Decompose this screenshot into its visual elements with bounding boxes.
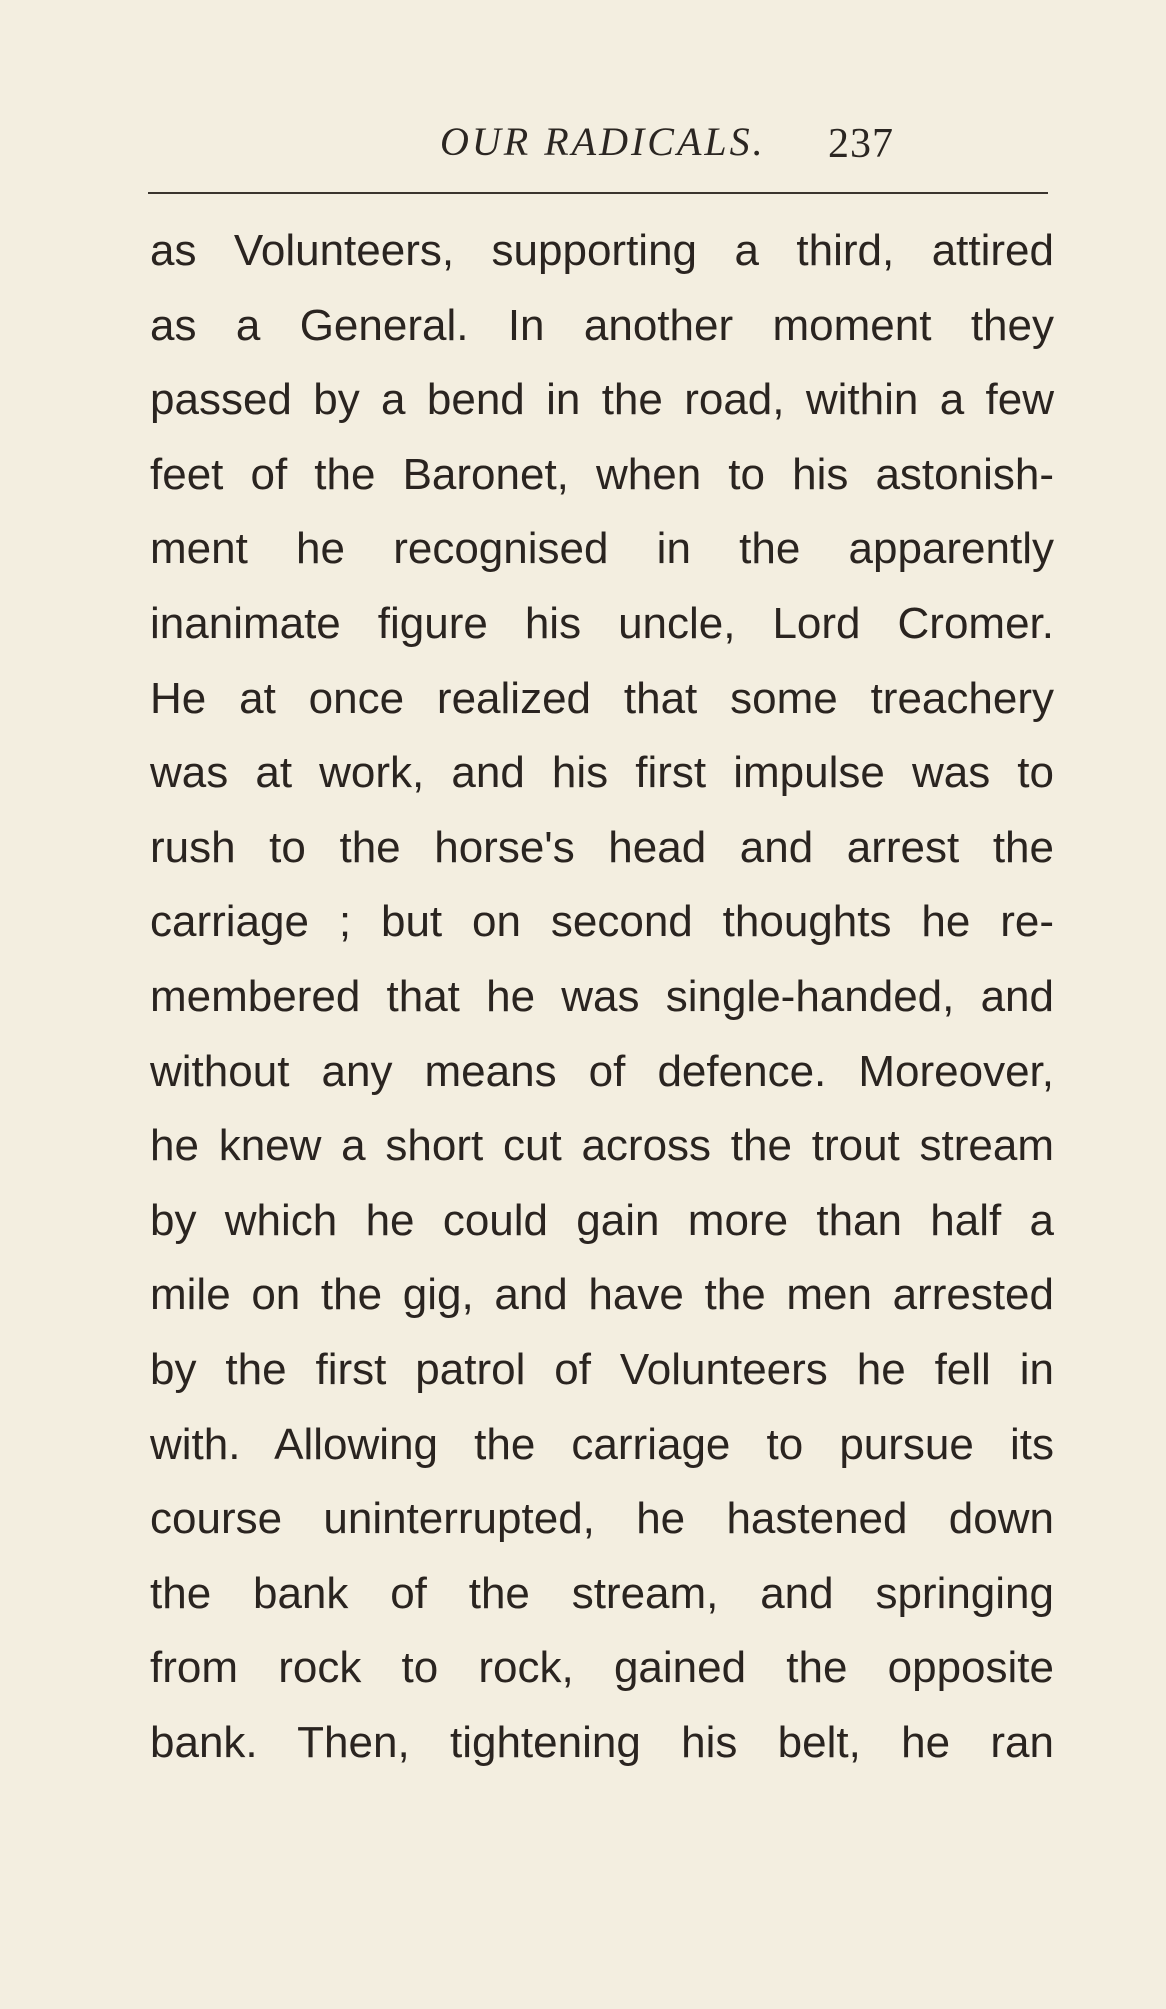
body-text <box>150 221 1060 1787</box>
text-line: by the first patrol of Volunteers he fell in <box>150 1344 1054 1394</box>
page-header <box>150 118 1050 178</box>
text-line: inanimate figure his uncle, Lord Cromer. <box>150 598 1054 648</box>
header-rule <box>148 192 1048 194</box>
text-line: by which he could gain more than half a <box>150 1195 1054 1245</box>
text-line: was at work, and his first impulse was to <box>150 748 1054 798</box>
text-line: bank. Then, tightening his belt, he ran <box>150 1717 1054 1767</box>
text-line: rush to the horse's head and arrest the <box>150 822 1054 872</box>
text-line: passed by a bend in the road, within a few <box>150 375 1054 425</box>
text-line: ment he recognised in the apparently <box>150 524 1054 574</box>
page-number: 237 <box>828 121 894 167</box>
text-line: the bank of the stream, and springing <box>150 1568 1054 1618</box>
text-line: without any means of defence. Moreover, <box>150 1046 1054 1096</box>
text-line: membered that he was single-handed, and <box>150 971 1054 1021</box>
text-line: carriage ; but on second thoughts he re- <box>150 897 1054 947</box>
text-line: feet of the Baronet, when to his astonish- <box>150 449 1054 499</box>
text-line: as Volunteers, supporting a third, attired <box>150 226 1054 275</box>
text-line: mile on the gig, and have the men arrested <box>150 1270 1054 1320</box>
text-line: with. Allowing the carriage to pursue its <box>150 1419 1054 1469</box>
text-line: He at once realized that some treachery <box>150 673 1054 723</box>
text-line: as a General. In another moment they <box>150 300 1054 350</box>
text-line: from rock to rock, gained the opposite <box>150 1643 1054 1693</box>
text-line: he knew a short cut across the trout stream <box>150 1121 1054 1171</box>
text-line: course uninterrupted, he hastened down <box>150 1494 1054 1544</box>
running-title: OUR RADICALS. <box>440 119 766 164</box>
